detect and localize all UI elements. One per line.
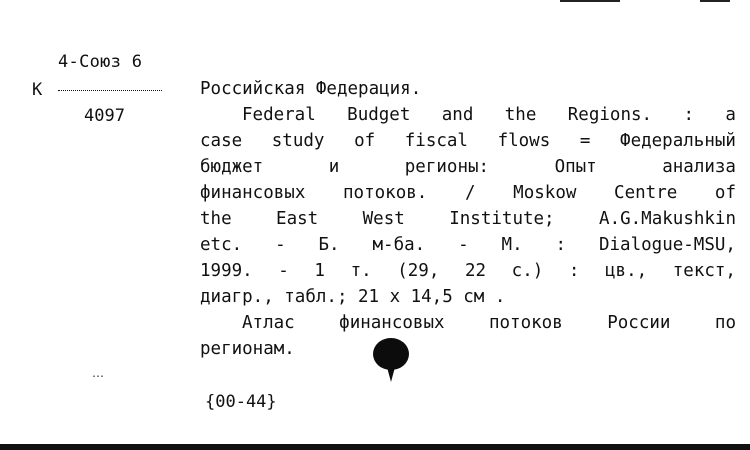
entry-word: the <box>504 105 537 125</box>
entry-word: по <box>714 313 736 333</box>
entry-word: 1 <box>314 261 325 281</box>
entry-line <box>200 284 736 310</box>
entry-word: : <box>683 105 694 125</box>
entry-word: анализа <box>662 157 736 177</box>
classification-code: {00-44} <box>205 392 277 412</box>
entry-word: / <box>464 183 476 203</box>
top-edge-mark <box>700 0 730 2</box>
entry-heading: Российская Федерация. <box>200 79 422 99</box>
entry-word: регионам. <box>200 339 295 359</box>
shelf-mark: 4-Союз 6 <box>58 52 143 72</box>
entry-word: East <box>276 209 319 229</box>
entry-word: - <box>458 235 469 255</box>
entry-line <box>200 206 736 232</box>
entry-word: т. <box>350 261 372 281</box>
entry-word: Federal <box>242 105 316 125</box>
bibliographic-entry <box>200 76 736 362</box>
entry-word: of <box>354 131 376 151</box>
entry-line <box>200 232 736 258</box>
entry-word: табл.; <box>284 287 348 307</box>
entry-word: потоков <box>488 313 563 333</box>
inventory-number: 4097 <box>84 106 125 126</box>
entry-line <box>200 102 736 128</box>
entry-word: 14,5 <box>410 287 453 307</box>
entry-line <box>200 336 736 362</box>
card-bottom-edge <box>0 444 750 450</box>
entry-word: - <box>275 235 286 255</box>
top-edge-mark <box>560 0 620 2</box>
entry-line <box>200 310 736 336</box>
entry-word: Dialogue-MSU, <box>598 235 736 255</box>
entry-word: : <box>555 235 567 255</box>
entry-word: текст, <box>672 261 736 281</box>
entry-word: Атлас <box>242 313 295 333</box>
entry-word: и <box>328 157 340 177</box>
entry-note <box>200 310 736 362</box>
entry-word: (29, <box>397 261 440 281</box>
entry-word: 1999. <box>200 261 253 281</box>
entry-word: the <box>200 209 232 229</box>
entry-word: fiscal <box>404 131 468 151</box>
entry-word: м-ба. <box>372 235 426 255</box>
entry-description <box>200 102 736 310</box>
entry-word: финансовых <box>200 183 306 203</box>
entry-word: : <box>568 261 580 281</box>
entry-word: - <box>278 261 289 281</box>
entry-word: М. <box>501 235 523 255</box>
entry-word: 22 <box>464 261 487 281</box>
entry-word: бюджет <box>200 157 264 177</box>
entry-word: Budget <box>347 105 411 125</box>
entry-word: диагр., <box>200 287 274 307</box>
entry-line <box>200 258 736 284</box>
entry-word: потоков. <box>343 183 428 203</box>
entry-line <box>200 128 736 154</box>
entry-word: Regions. <box>567 105 653 125</box>
entry-word: 21 <box>357 287 380 307</box>
entry-word: Опыт <box>554 157 597 177</box>
entry-word: цв., <box>605 261 648 281</box>
entry-word: . <box>494 287 506 307</box>
divider-rule <box>58 90 162 91</box>
entry-word: с.) <box>511 261 544 281</box>
entry-word: of <box>714 183 736 203</box>
entry-word: a <box>725 105 736 125</box>
entry-line <box>200 154 736 180</box>
cutter-letter: К <box>32 80 43 100</box>
entry-word: case <box>200 131 243 151</box>
ink-speck: ․‥ <box>92 366 105 380</box>
entry-word: = <box>579 131 591 151</box>
entry-word: регионы: <box>404 157 490 177</box>
entry-word: A.G.Makushkin <box>599 209 736 229</box>
entry-word: flows <box>497 131 551 151</box>
entry-line <box>200 180 736 206</box>
entry-word: России <box>607 313 671 333</box>
entry-word: etc. <box>200 235 243 255</box>
entry-word: Institute; <box>449 209 555 229</box>
entry-word: Moskow <box>513 183 577 203</box>
entry-word: х <box>389 287 401 307</box>
entry-word: study <box>271 131 325 151</box>
entry-word: Б. <box>318 235 340 255</box>
entry-word: West <box>362 209 405 229</box>
entry-word: финансовых <box>339 313 445 333</box>
entry-word: and <box>441 105 474 125</box>
entry-word: см <box>463 287 485 307</box>
ink-blot <box>384 356 398 382</box>
entry-word: Федеральный <box>620 131 736 151</box>
entry-word: Centre <box>614 183 678 203</box>
